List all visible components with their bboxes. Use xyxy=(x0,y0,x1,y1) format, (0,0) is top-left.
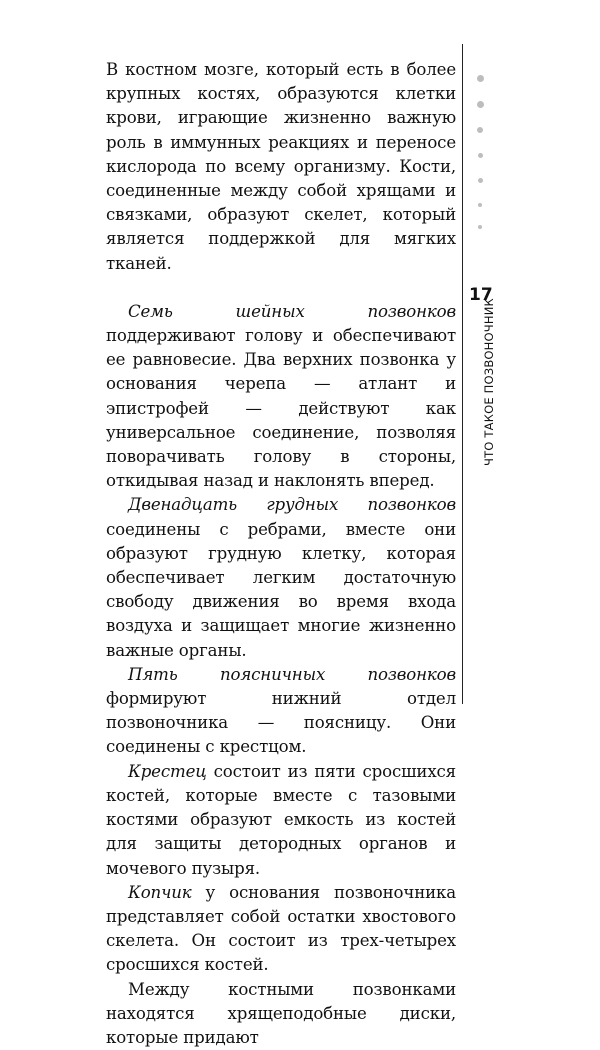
margin-rule xyxy=(462,44,463,704)
decor-dot xyxy=(478,225,482,229)
paragraph-sacrum xyxy=(106,760,456,881)
margin-dots-decoration xyxy=(474,75,488,245)
decor-dot xyxy=(478,178,483,183)
paragraph-discs xyxy=(106,978,456,1050)
body-text xyxy=(106,58,456,1050)
paragraph-text: формируют нижний отдел позвоночника — поясницу. Они соединены с крестцом. xyxy=(106,689,456,757)
paragraph-thoracic xyxy=(106,493,456,662)
term-cervical: Семь шейных позвонков xyxy=(128,301,456,321)
paragraph-text: Между костными позвонками находятся хрящеподобные диски, которые придают xyxy=(106,979,456,1047)
paragraph-text: поддерживают голову и обеспечивают ее равновесие. Два верхних позвонка у основания черепа — атлант и эпистрофей — действуют как универсальное соединение, позволяя поворачивать голову в стороны, откидывая назад и наклонять вперед. xyxy=(106,326,456,491)
paragraph-coccyx xyxy=(106,881,456,978)
term-lumbar: Пять поясничных позвонков xyxy=(128,664,456,684)
running-head-text: ЧТО ТАКОЕ ПОЗВОНОЧНИК xyxy=(482,298,496,466)
decor-dot xyxy=(477,101,484,108)
term-coccyx: Копчик xyxy=(128,882,192,902)
paragraph-bone-marrow xyxy=(106,58,456,276)
page-number: 17 xyxy=(469,285,493,305)
decor-dot xyxy=(478,153,483,158)
paragraph-text: В костном мозге, который есть в более крупных костях, образуются клетки крови, играющие жизненно важную роль в иммунных реакциях и переносе кислорода по всему организму. Кости, соединенные между собой хрящами и связками, образуют скелет, который является поддержкой для мягких тканей. xyxy=(106,60,456,273)
paragraph-text: соединены с ребрами, вместе они образуют грудную клетку, которая обеспечивает легким достаточную свободу движения во время входа воздуха и защищает многие жизненно важные органы. xyxy=(106,519,456,660)
decor-dot xyxy=(477,127,483,133)
term-sacrum: Крестец xyxy=(128,761,207,781)
decor-dot xyxy=(478,203,482,207)
paragraph-lumbar xyxy=(106,663,456,760)
paragraph-cervical xyxy=(106,300,456,494)
paragraph-text: состоит из пяти сросшихся костей, которые вместе с тазовыми костями образуют емкость из костей для защиты детородных органов и мочевого пузыря. xyxy=(106,761,456,878)
decor-dot xyxy=(477,75,484,82)
term-thoracic: Двенадцать грудных позвонков xyxy=(128,495,456,515)
paragraph-text: у основания позвоночника представляет собой остатки хвостового скелета. Он состоит из трех-четырех сросшихся костей. xyxy=(106,882,456,975)
